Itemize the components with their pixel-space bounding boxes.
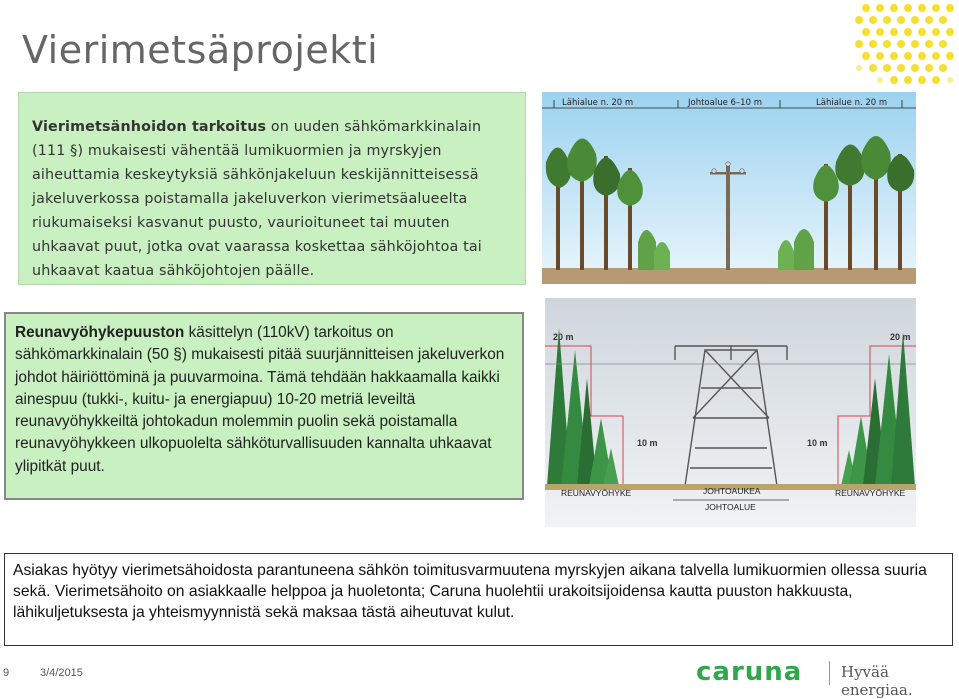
figure2-zone-center: JOHTOAUKEA — [703, 486, 761, 496]
medium-voltage-line-illustration — [542, 92, 916, 284]
edge-zone-text — [15, 322, 515, 478]
slogan: Hyvää energiaa. — [841, 663, 913, 699]
figure2-20m-right: 20 m — [890, 332, 911, 342]
edge-zone-heading: Reunavyöhykepuuston — [15, 324, 185, 341]
edge-zone-body: käsittelyn (110kV) tarkoitus on sähkömarkkinalain (50 §) mukaisesti pitää suurjännitteisen jakeluverkon johdot häiriöttöminä ja puuvarmoina. Tämä tehdään hakkaamalla kaikki ainespuu (tukki-, kuitu- ja energiapuu) 10-20 metriä leveiltä reunavyöhykkeiltä johtokadun molemmin puolin sekä poistamalla reunavyöhykkeen ulkopuolelta sähköturvallisuuden kannalta uhkaavat ylipitkät puut. — [15, 324, 505, 475]
figure2-zone-bottom: JOHTOALUE — [705, 502, 756, 512]
maintenance-purpose-box — [18, 92, 526, 285]
figure2-zone-left: REUNAVYÖHYKE — [561, 488, 632, 498]
footer-date: 3/4/2015 — [40, 667, 83, 679]
dot-pattern-decoration — [850, 0, 955, 90]
maintenance-purpose-body: on uuden sähkömarkkinalain (111 §) mukaisesti vähentää lumikuormien ja myrskyjen aiheuttamia keskeytyksiä sähkönjakeluun keskijännitteisessä jakeluverkossa poistamalla jakeluverkon vierimetsäalueelta riukumaiseksi kasvanut puusto, vaurioituneet tai muuten uhkaavat puut, jotka ovat vaarassa koskettaa sähköjohtoa tai uhkaavat kaatua sähköjohtojen päälle. — [32, 119, 482, 279]
customer-benefit-text: Asiakas hyötyy vierimetsähoidosta parantuneena sähkön toimitusvarmuutena myrskyjen aikana talvella lumikuormien ollessa suuria sekä. Vierimetsähoito on asiakkaalle helppoa ja huoletonta; Caruna huolehtii urakoitsijoidensa kautta puuston hakkuusta, lähikuljetuksesta ja yhteismyynnistä sekä maksaa tästä aiheutuvat kulut. — [13, 562, 927, 621]
figure2-10m-left: 10 m — [637, 438, 658, 448]
edge-zone-box — [4, 312, 524, 500]
page-number: 9 — [3, 667, 10, 679]
customer-benefit-box — [4, 553, 953, 646]
figure2-zone-right: REUNAVYÖHYKE — [835, 488, 906, 498]
page-title: Vierimetsäprojekti — [22, 28, 379, 72]
figure2-20m-left: 20 m — [553, 332, 574, 342]
maintenance-purpose-heading: Vierimetsänhoidon tarkoitus — [32, 119, 267, 135]
figure2-10m-right: 10 m — [807, 438, 828, 448]
caruna-logo: caruna — [696, 657, 803, 687]
figure1-label-left: Lähialue n. 20 m — [562, 98, 634, 108]
maintenance-purpose-text — [32, 115, 518, 283]
logo-divider — [829, 661, 830, 685]
figure1-label-center: Johtoalue 6–10 m — [688, 98, 762, 108]
figure1-label-right: Lähialue n. 20 m — [816, 98, 888, 108]
high-voltage-line-illustration — [545, 298, 916, 527]
